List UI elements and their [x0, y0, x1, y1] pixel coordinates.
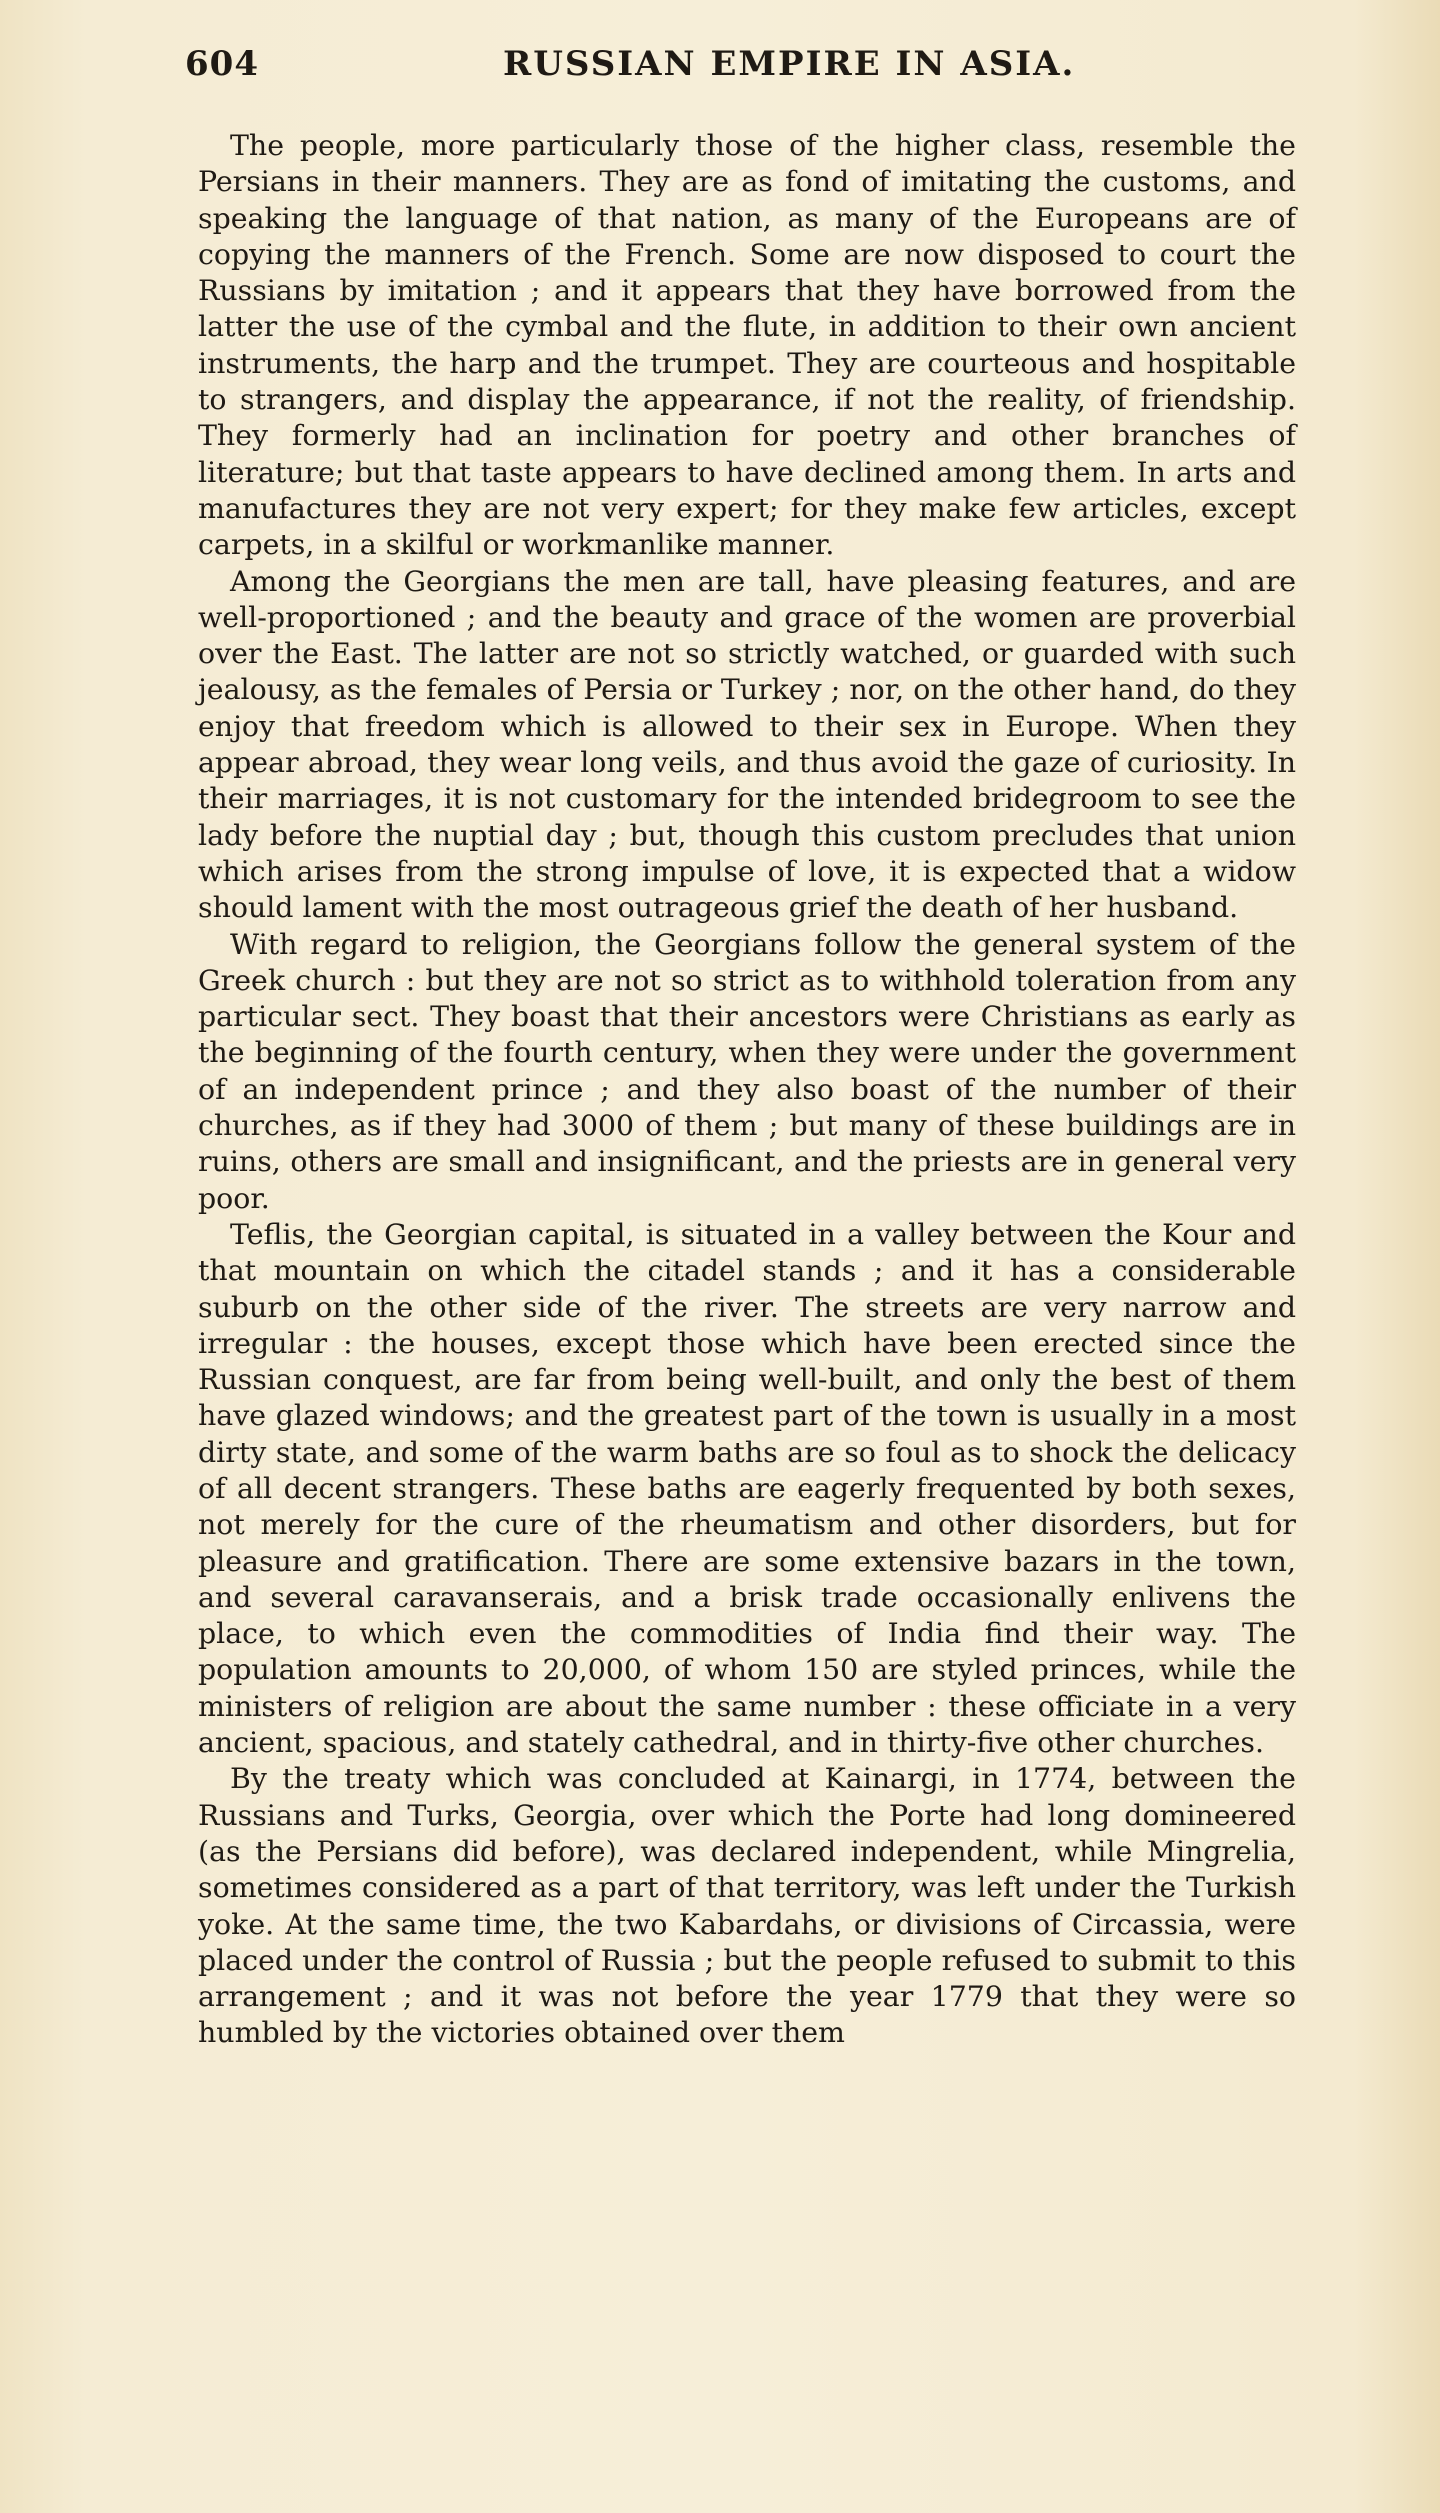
paragraph-manners: The people, more particularly those of the higher class, resemble the Persians in their manners. They are as fond of imitating the customs, and speaking the language of that nation, as many of the Europeans are of copying the manners of the French. Some are now disposed to court the Russians by imitation ; and it appears that they have borrowed from the latter the use of the cymbal and the flute, in addition to their own ancient instruments, the harp and the trumpet. They are courteous and hospitable to strangers, and display the appearance, if not the reality, of friendship. They formerly had an inclination for poetry and other branches of literature; but that taste appears to have declined among them. In arts and manufactures they are not very expert; for they make few articles, except carpets, in a skilful or workmanlike manner.	[198, 129, 1296, 562]
paragraph-religion: With regard to religion, the Georgians follow the general system of the Greek church : but they are not so strict as to withhold toleration from any particular sect. They boast that their ancestors were Christians as early as the beginning of the fourth century, when they were under the government of an independent prince ; and they also boast of the number of their churches, as if they had 3000 of them ; but many of these buildings are in ruins, others are small and insignificant, and the priests are in general very poor.	[198, 927, 1296, 1215]
paragraph-georgians: Among the Georgians the men are tall, have pleasing features, and are well-proportioned ; and the beauty and grace of the women are proverbial over the East. The latter are not so strictly watched, or guarded with such jealousy, as the females of Persia or Turkey ; nor, on the other hand, do they enjoy that freedom which is allowed to their sex in Europe. When they appear abroad, they wear long veils, and thus avoid the gaze of curiosity. In their marriages, it is not customary for the intended bridegroom to see the lady before the nuptial day ; but, though this custom precludes that union which arises from the strong impulse of love, it is expected that a widow should lament with the most outrageous grief the death of her husband.	[198, 564, 1296, 925]
paragraph-teflis: Teflis, the Georgian capital, is situated in a valley between the Kour and that mountain on which the citadel stands ; and it has a considerable suburb on the other side of the river. The streets are very narrow and irregular : the houses, except those which have been erected since the Russian conquest, are far from being well-built, and only the best of them have glazed windows; and the greatest part of the town is usually in a most dirty state, and some of the warm baths are so foul as to shock the delicacy of all decent strangers. These baths are eagerly frequented by both sexes, not merely for the cure of the rheumatism and other disorders, but for pleasure and gratification. There are some extensive bazars in the town, and several caravanserais, and a brisk trade occasionally enlivens the place, to which even the commodities of India find their way. The population amounts to 20,000, of whom 150 are styled princes, while the ministers of religion are about the same number : these officiate in a very ancient, spacious, and stately cathedral, and in thirty-five other churches.	[198, 1217, 1296, 1760]
body-text	[198, 128, 1296, 2052]
running-title: RUSSIAN EMPIRE IN ASIA.	[503, 44, 1076, 84]
page-number: 604	[185, 44, 259, 84]
paragraph-treaty: By the treaty which was concluded at Kainargi, in 1774, between the Russians and Turks, Georgia, over which the Porte had long domineered (as the Persians did before), was declared independent, while Mingrelia, sometimes considered as a part of that territory, was left under the Turkish yoke. At the same time, the two Kabardahs, or divisions of Circassia, were placed under the control of Russia ; but the people refused to submit to this arrangement ; and it was not before the year 1779 that they were so humbled by the victories obtained over them	[198, 1762, 1296, 2050]
page-header	[185, 44, 1345, 94]
